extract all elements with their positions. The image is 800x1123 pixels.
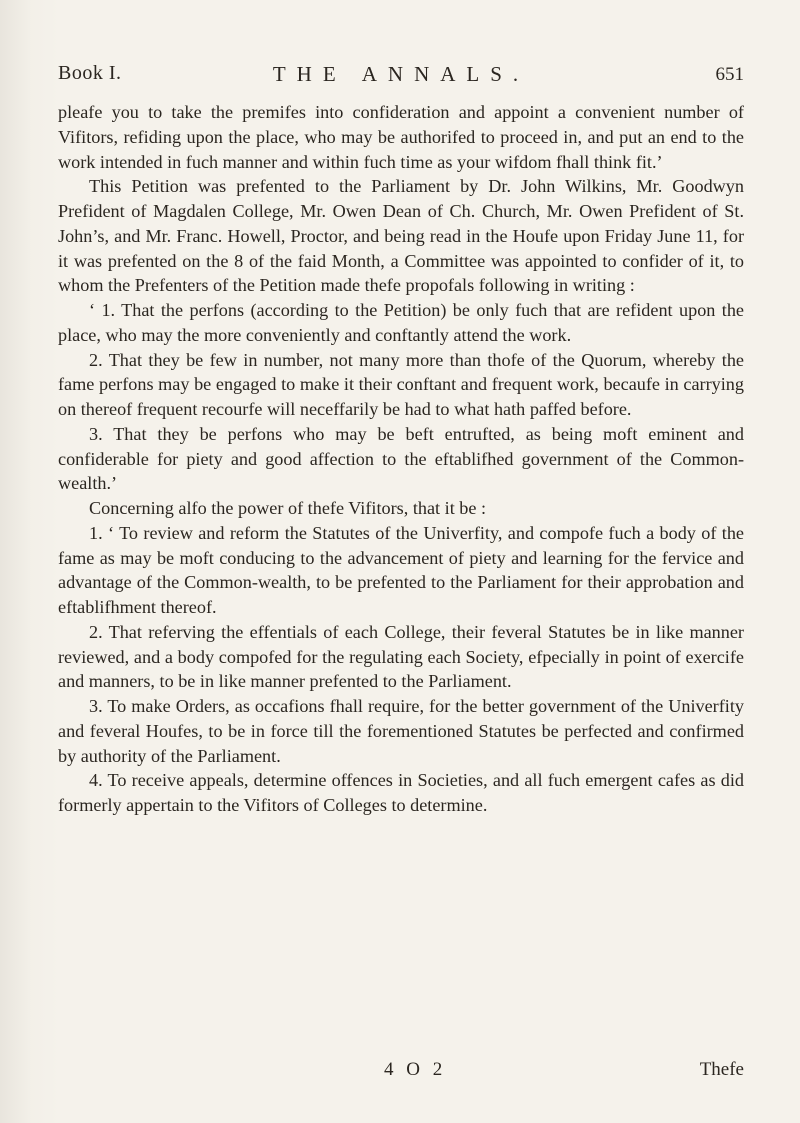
power-3: 3. To make Orders, as occafions fhall require, for the better government of the Univerfity and feveral Houfes, to be in force till the forementioned Statutes be perfected and confirmed by authority of the Parliament.: [58, 696, 744, 766]
proposal-1: ‘ 1. That the perfons (according to the Petition) be only fuch that are refident upon the place, who may the more conveniently and conftantly attend the work.: [58, 300, 744, 345]
book-label: Book I.: [58, 62, 122, 84]
body-text: [58, 100, 744, 818]
paragraph-petition-presented: This Petition was prefented to the Parliament by Dr. John Wilkins, Mr. Goodwyn Prefident of Magdalen College, Mr. Owen Dean of Ch. Church, Mr. Owen Prefident of St. John’s, and Mr. Franc. Howell, Proctor, and being read in the Houfe upon Friday June 11, for it was prefented on the 8 of the faid Month, a Committee was appointed to confider of it, to whom the Prefenters of the Petition made thefe propofals following in writing :: [58, 176, 744, 296]
proposal-3: 3. That they be perfons who may be beft entrufted, as being moft eminent and confiderable for piety and good affection to the eftablifhed government of the Common-wealth.’: [58, 423, 744, 494]
page-number: 651: [715, 64, 744, 85]
power-1: 1. ‘ To review and reform the Statutes of the Univerfity, and compofe fuch a body of the fame as may be moft conducing to the advancement of piety and learning for the fervice and advantage of the Common-wealth, to be prefented to the Parliament for their approbation and eftablifhment thereof.: [58, 522, 744, 617]
running-header: [58, 62, 744, 92]
power-2: 2. That referving the effentials of each College, their feveral Statutes be in like manner reviewed, and a body compofed for the regulating each Society, efpecially in point of exercife and manners, to be in like manner prefented to the Parliament.: [58, 621, 744, 692]
paragraph-petition-close: pleafe you to take the premifes into confideration and appoint a convenient number of Vifitors, refiding upon the place, who may be authorifed to proceed in, and put an end to the work intended in fuch manner and within fuch time as your wifdom fhall think fit.’: [58, 102, 744, 172]
page-footer: [58, 1059, 744, 1087]
catchword: Thefe: [699, 1059, 744, 1080]
proposal-2: 2. That they be few in number, not many more than thofe of the Quorum, whereby the fame perfons may be engaged to make it their conftant and frequent work, becaufe in carrying on thereof frequent recourfe will neceffarily be had to what hath paffed before.: [58, 349, 744, 419]
paragraph-power-intro: Concerning alfo the power of thefe Vifitors, that it be :: [89, 498, 487, 518]
power-4: 4. To receive appeals, determine offences in Societies, and all fuch emergent cafes as did formerly appertain to the Vifitors of Colleges to determine.: [58, 770, 744, 815]
running-title: THE ANNALS.: [272, 62, 530, 86]
signature-mark: 4 O 2: [384, 1059, 447, 1080]
